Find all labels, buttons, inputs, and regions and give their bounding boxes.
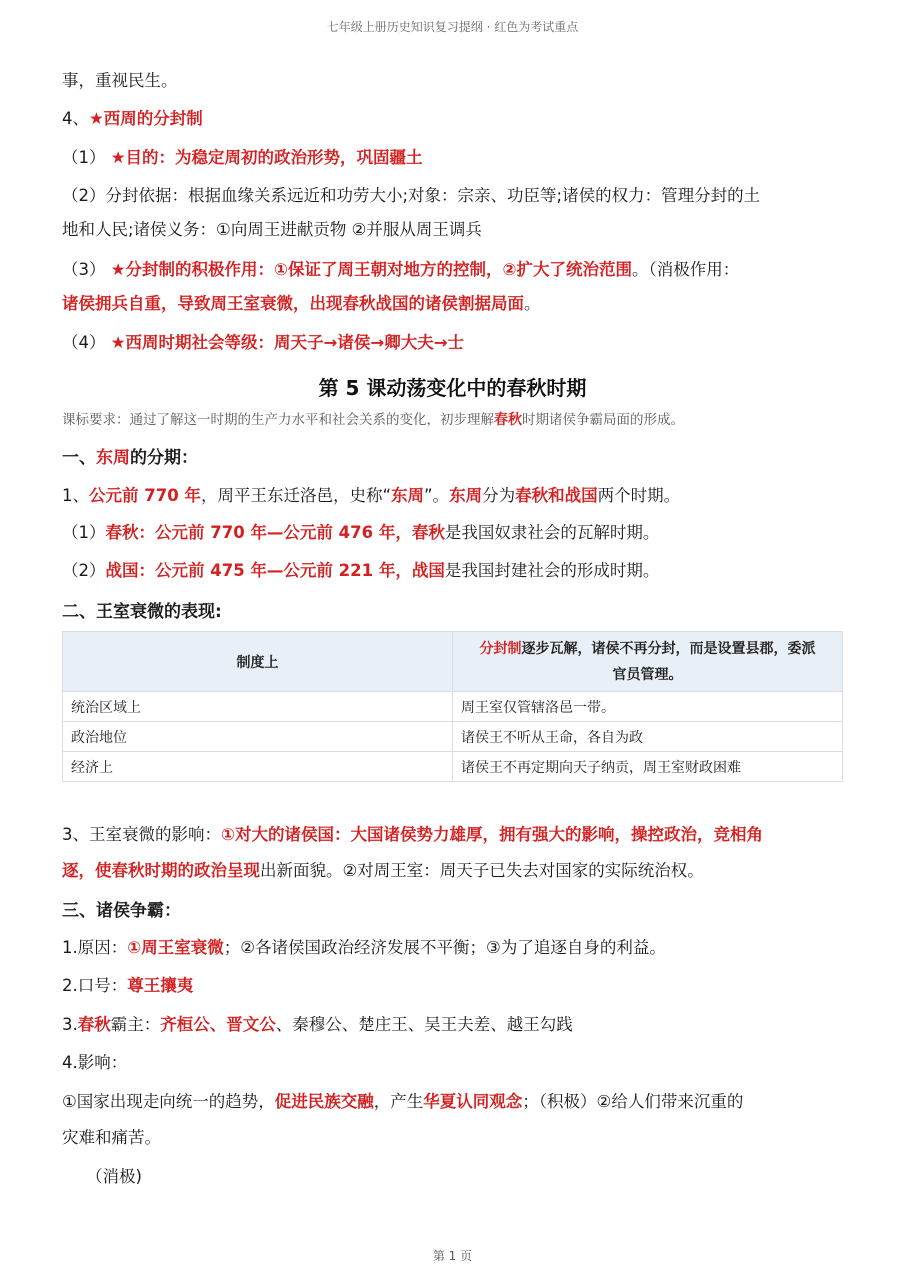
section-heading: 二、王室衰微的表现: bbox=[62, 602, 222, 622]
table-row bbox=[63, 692, 843, 722]
text-line: ①国家出现走向统一的趋势，促进民族交融，产生华夏认同观念；（积极）②给人们带来沉重的 bbox=[62, 1092, 744, 1111]
text-line: 灾难和痛苦。 bbox=[62, 1128, 161, 1147]
page-header: 七年级上册历史知识复习提纲 · 红色为考试重点 bbox=[326, 20, 579, 34]
text-line: （3） ★分封制的积极作用：①保证了周王朝对地方的控制，②扩大了统治范围。（消极作用： bbox=[62, 260, 740, 279]
text-line: 4、★西周的分封制 bbox=[62, 109, 203, 128]
text-line: （2）分封依据：根据血缘关系远近和功劳大小;对象：宗亲、功臣等;诸侯的权力：管理分封的土 bbox=[62, 186, 761, 205]
table-cell: 诸侯王不再定期向天子纳贡，周王室财政困难 bbox=[453, 752, 843, 782]
table-header-cell: 制度上 bbox=[63, 632, 453, 692]
text-line: （1） ★目的：为稳定周初的政治形势，巩固疆土 bbox=[62, 148, 423, 167]
lesson-title: 第 5 课动荡变化中的春秋时期 bbox=[318, 376, 587, 400]
text-line: 3.春秋霸主：齐桓公、晋文公、秦穆公、楚庄王、吴王夫差、越王勾践 bbox=[62, 1015, 573, 1034]
text-line: （消极) bbox=[86, 1167, 142, 1186]
table-cell: 政治地位 bbox=[63, 722, 453, 752]
text-line: 地和人民;诸侯义务：①向周王进献贡物 ②并服从周王调兵 bbox=[62, 220, 482, 239]
page-number: 第 1 页 bbox=[432, 1249, 473, 1263]
text-line: （4） ★西周时期社会等级：周天子→诸侯→卿大夫→士 bbox=[62, 333, 465, 352]
text-line: 2.口号：尊王攘夷 bbox=[62, 976, 194, 995]
text-line: 4.影响： bbox=[62, 1053, 128, 1072]
table-header-cell: 分封制逐步瓦解，诸侯不再分封，而是设置县郡，委派 官员管理。 bbox=[453, 632, 843, 692]
section-heading: 一、东周的分期： bbox=[62, 448, 198, 468]
table-cell: 经济上 bbox=[63, 752, 453, 782]
text-line: （2）战国：公元前 475 年—公元前 221 年，战国是我国封建社会的形成时期。 bbox=[62, 561, 660, 580]
text-line: （1）春秋：公元前 770 年—公元前 476 年，春秋是我国奴隶社会的瓦解时期。 bbox=[62, 523, 660, 542]
table-row bbox=[63, 752, 843, 782]
table-cell: 周王室仅管辖洛邑一带。 bbox=[453, 692, 843, 722]
table-row bbox=[63, 722, 843, 752]
table-header-row bbox=[63, 632, 843, 692]
text-line: 1、公元前 770 年，周平王东迁洛邑，史称“东周”。东周分为春秋和战国两个时期。 bbox=[62, 486, 681, 505]
text-line: 3、王室衰微的影响：①对大的诸侯国：大国诸侯势力雄厚，拥有强大的影响，操控政治，竞相角 bbox=[62, 825, 763, 844]
table-cell: 统治区域上 bbox=[63, 692, 453, 722]
curriculum-requirement: 课标要求：通过了解这一时期的生产力水平和社会关系的变化，初步理解春秋时期诸侯争霸局面的形成。 bbox=[62, 412, 684, 428]
decline-table bbox=[62, 631, 843, 782]
section-heading: 三、诸侯争霸： bbox=[62, 901, 181, 921]
text-line: 诸侯拥兵自重，导致周王室衰微，出现春秋战国的诸侯割据局面。 bbox=[62, 294, 541, 313]
table-cell: 诸侯王不听从王命，各自为政 bbox=[453, 722, 843, 752]
text-line: 1.原因：①周王室衰微；②各诸侯国政治经济发展不平衡；③为了追逐自身的利益。 bbox=[62, 938, 666, 957]
text-line: 事，重视民生。 bbox=[62, 71, 178, 90]
text-line: 逐，使春秋时期的政治呈现出新面貌。②对周王室：周天子已失去对国家的实际统治权。 bbox=[62, 861, 704, 880]
